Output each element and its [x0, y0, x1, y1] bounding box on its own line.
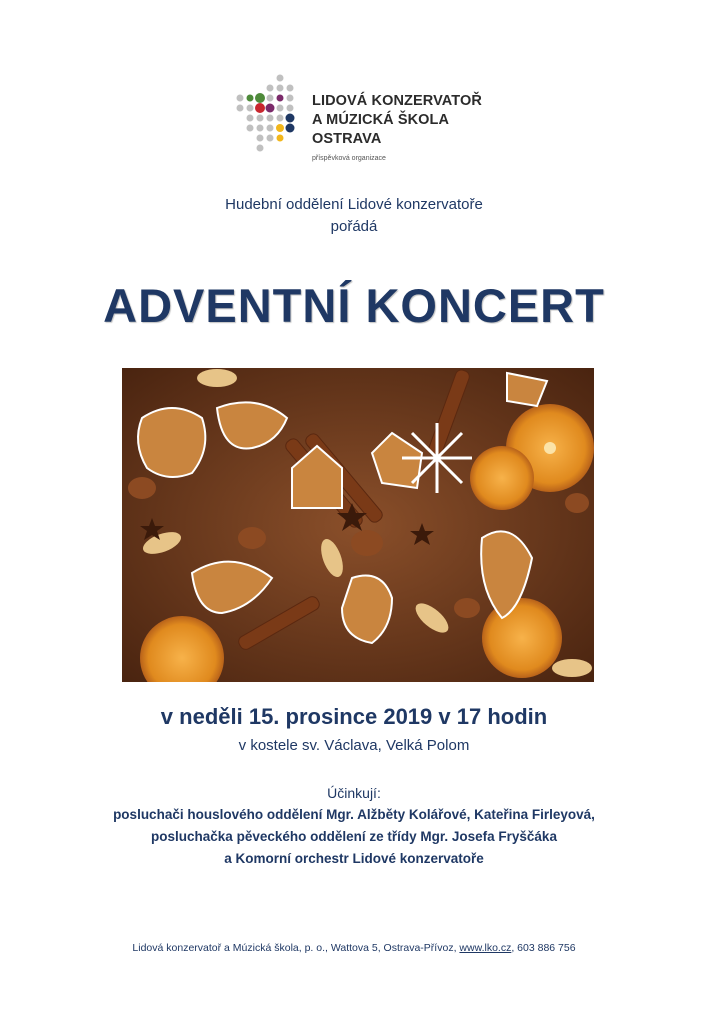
performers-line-2: posluchačka pěveckého oddělení ze třídy Mgr. Josefa Fryščáka — [151, 829, 557, 844]
performers-label: Účinkují: — [327, 785, 381, 801]
footer-phone: , 603 886 756 — [511, 942, 576, 954]
logo-dots-graphic — [232, 74, 304, 166]
footer-contact — [0, 942, 708, 954]
performers-line-3: a Komorní orchestr Lidové konzervatoře — [224, 851, 484, 866]
logo-line-2: A MÚZICKÁ ŠKOLA — [312, 112, 450, 128]
school-logo — [232, 74, 522, 166]
performers-line-1: posluchači houslového oddělení Mgr. Alžběty Kolářové, Kateřina Firleyová, — [113, 807, 595, 822]
event-date-time: v neděli 15. prosince 2019 v 17 hodin — [160, 704, 548, 729]
gingerbread-illustration — [122, 368, 594, 682]
organizer-line: Hudební oddělení Lidové konzervatoře — [225, 196, 483, 213]
logo-line-1: LIDOVÁ KONZERVATOŘ — [312, 93, 482, 109]
organizer-block — [0, 194, 708, 238]
organizer-verb: pořádá — [330, 218, 378, 235]
logo-subtitle: příspěvková organizace — [312, 155, 386, 162]
website-link[interactable]: www.lko.cz — [459, 942, 512, 954]
logo-wordmark — [312, 92, 482, 149]
concert-title: ADVENTNÍ KONCERT — [103, 279, 605, 332]
footer-address: Lidová konzervatoř a Múzická škola, p. o., Wattova 5, Ostrava-Přívoz, — [132, 942, 460, 954]
logo-line-3: OSTRAVA — [312, 131, 382, 147]
event-location: v kostele sv. Václava, Velká Polom — [238, 737, 470, 754]
gingerbread-photo — [122, 368, 594, 682]
